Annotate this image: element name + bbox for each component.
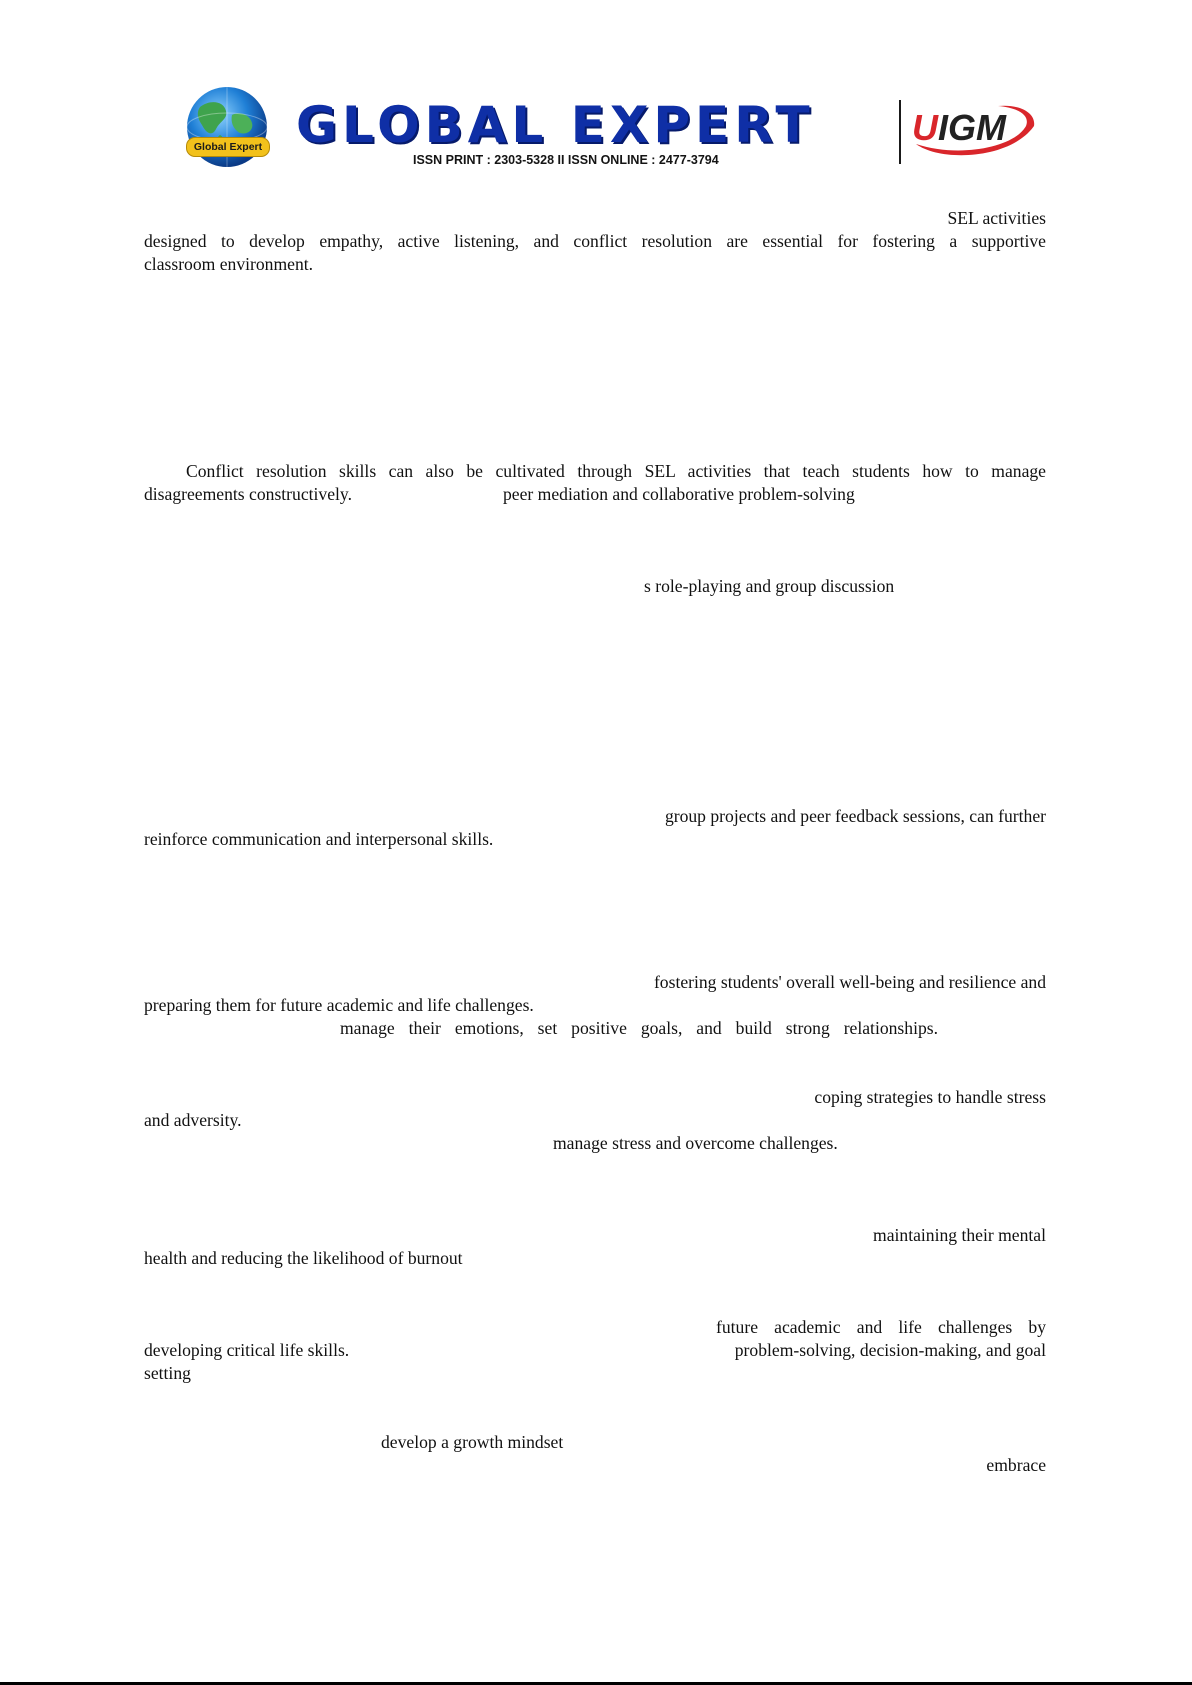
text-line: coping strategies to handle stress <box>814 1087 1046 1107</box>
journal-header <box>0 0 1192 185</box>
issn-line: ISSN PRINT : 2303-5328 II ISSN ONLINE : 2477-3794 <box>413 153 719 167</box>
text-line: problem-solving, decision-making, and goal <box>734 1340 1046 1360</box>
text-line: classroom environment. <box>144 254 314 274</box>
text-line: manage stress and overcome challenges. <box>553 1133 838 1153</box>
text-line: peer mediation and collaborative problem-solving <box>503 484 855 504</box>
text-line: s role-playing and group discussion <box>644 576 895 596</box>
text-line: health and reducing the likelihood of burnout <box>144 1248 463 1268</box>
text-line: SEL activities <box>947 208 1046 228</box>
text-line: and adversity. <box>144 1110 242 1130</box>
text-line: develop a growth mindset <box>381 1432 564 1452</box>
text-line: manage their emotions, set positive goals, and build strong relationships. <box>340 1018 938 1038</box>
header-divider <box>899 100 901 164</box>
text-line: embrace <box>986 1455 1046 1475</box>
text-line: developing critical life skills. <box>144 1340 350 1360</box>
text-line: maintaining their mental <box>873 1225 1046 1245</box>
uigm-logo-u: U <box>912 107 938 148</box>
text-line: group projects and peer feedback sessions, can further <box>664 806 1046 826</box>
text-line: reinforce communication and interpersonal skills. <box>144 829 494 849</box>
text-line: setting <box>144 1363 191 1383</box>
uigm-logo-rest: IGM <box>938 107 1006 148</box>
text-line: fostering students' overall well-being and resilience and <box>653 972 1046 992</box>
text-line: preparing them for future academic and life challenges. <box>144 995 534 1015</box>
text-line: future academic and life challenges by <box>716 1317 1046 1337</box>
text-line: Conflict resolution skills can also be cultivated through SEL activities that teach students how to manage <box>186 461 1046 481</box>
uigm-logo <box>912 107 1030 149</box>
text-line: disagreements constructively. <box>144 484 352 504</box>
journal-title: GLOBAL EXPERT <box>296 96 815 154</box>
text-line: designed to develop empathy, active listening, and conflict resolution are essential for fostering a supportive <box>144 231 1046 251</box>
globe-logo-icon <box>180 85 274 170</box>
globe-badge: Global Expert <box>186 137 270 157</box>
